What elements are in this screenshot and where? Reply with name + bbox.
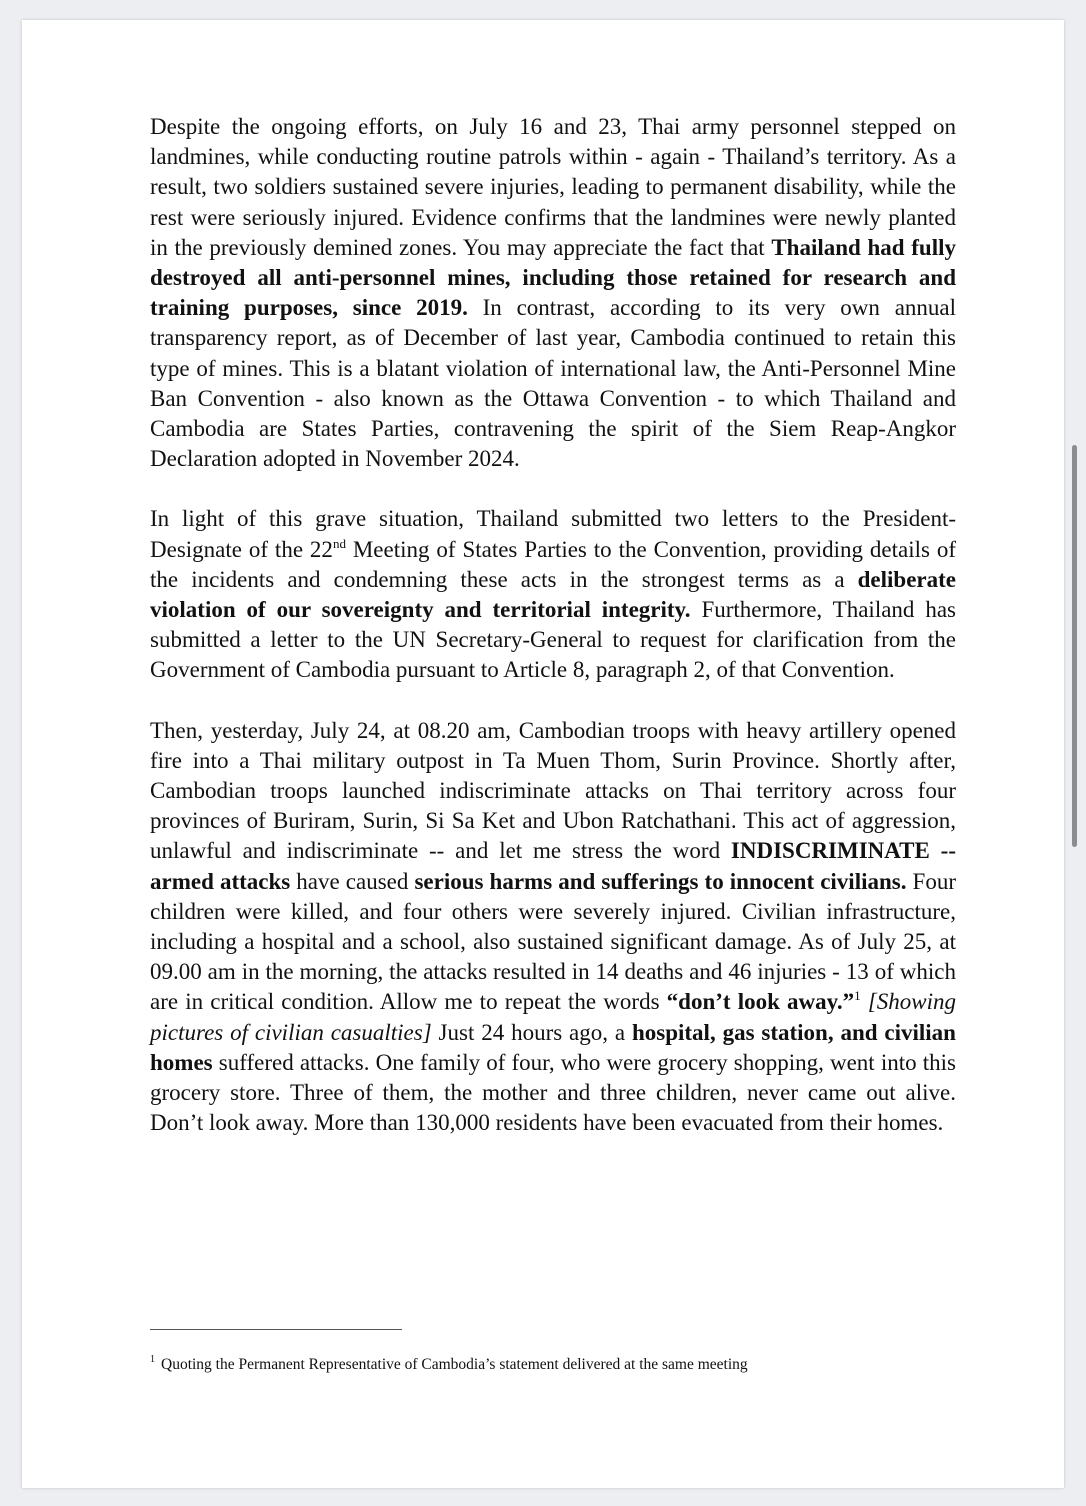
italic-text: [Showing pictures of civilian casualties] (150, 989, 956, 1045)
footnote-number: 1 (150, 1354, 155, 1365)
text-run: Four children were killed, and four others were severely injured. Civilian infrastructure, including a hospital and a school, also sustained significant damage. As of July 25, at 09.00 am in the morning, the attacks resulted in 14 deaths and 46 injuries - 13 of which are in critical condition. Allow me to repeat the words (150, 868, 956, 1015)
text-run (861, 989, 868, 1014)
bold-text: serious harms and sufferings to innocent civilians. (414, 868, 907, 894)
text-run: suffered attacks. One family of four, who were grocery shopping, went into this grocery store. Three of them, the mother and three children, never came out alive. Don’t look away. More than 130,000 residents have been evacuated from their homes. (150, 1049, 956, 1136)
document-body (150, 112, 956, 1169)
bold-text: INDISCRIMINATE -- armed attacks (150, 838, 956, 894)
footnote-separator (150, 1329, 402, 1330)
bold-text: deliberate violation of our sovereignty and territorial integrity. (150, 566, 956, 623)
vertical-scrollbar[interactable] (1072, 445, 1077, 847)
footnote-text: Quoting the Permanent Representative of Cambodia’s statement delivered at the same meeting (161, 1356, 748, 1373)
superscript: 1 (854, 988, 861, 1004)
footnote (150, 1356, 748, 1374)
text-run: Just 24 hours ago, a (431, 1019, 632, 1045)
text-run: Meeting of States Parties to the Convention, providing details of the incidents and condemning these acts in the strongest terms as a (150, 536, 956, 592)
paragraph-letters (150, 504, 956, 685)
text-run: In light of this grave situation, Thailand submitted two letters to the President-Designate of the 22 (150, 506, 956, 562)
paragraph-attacks (150, 716, 956, 1139)
bold-text: Thailand had fully destroyed all anti-personnel mines, including those retained for research and training purposes, since 2019. (150, 234, 956, 321)
paragraph-landmines (150, 112, 956, 474)
text-run: In contrast, according to its very own annual transparency report, as of December of last year, Cambodia continued to retain this type of mines. This is a blatant violation of international law, the Anti-Personnel Mine Ban Convention - also known as the Ottawa Convention - to which Thailand and Cambodia are States Parties, contravening the spirit of the Siem Reap-Angkor Declaration adopted in November 2024. (150, 295, 956, 472)
text-run: have caused (290, 868, 415, 894)
text-run: Then, yesterday, July 24, at 08.20 am, Cambodian troops with heavy artillery opened fire into a Thai military outpost in Ta Muen Thom, Surin Province. Shortly after, Cambodian troops launched indiscriminate attacks on Thai territory across four provinces of Buriram, Surin, Si Sa Ket and Ubon Ratchathani. This act of aggression, unlawful and indiscriminate -- and let me stress the word (150, 717, 956, 864)
text-run: Furthermore, Thailand has submitted a letter to the UN Secretary-General to request for clarification from the Government of Cambodia pursuant to Article 8, paragraph 2, of that Convention. (150, 597, 956, 683)
bold-text: “don’t look away.” (666, 989, 855, 1015)
text-run: Despite the ongoing efforts, on July 16 and 23, Thai army personnel stepped on landmines, while conducting routine patrols within - again - Thailand’s territory. As a result, two soldiers sustained severe injuries, leading to permanent disability, while the rest were seriously injured. Evidence confirms that the landmines were newly planted in the previously demined zones. You may appreciate the fact that (150, 114, 956, 260)
bold-text: hospital, gas station, and civilian homes (150, 1019, 956, 1075)
superscript: nd (332, 535, 346, 551)
